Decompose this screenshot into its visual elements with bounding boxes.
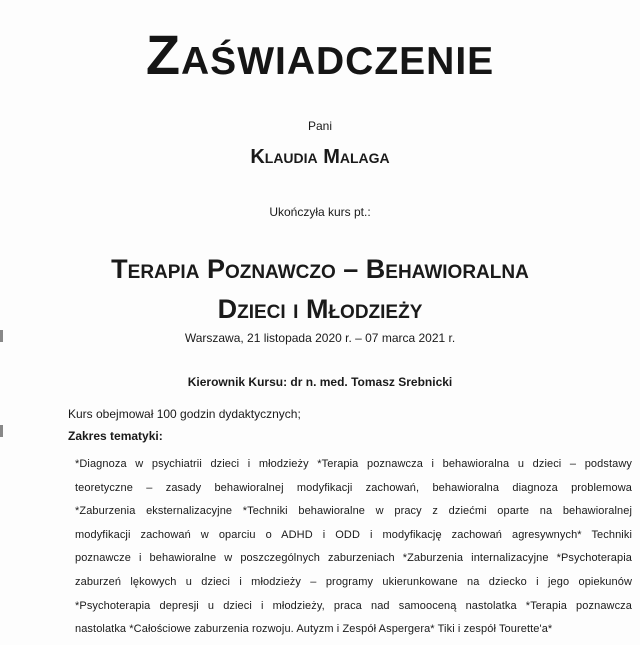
topics-line: *Psychoterapia depresji u dzieci i młodzieży, praca nad samooceną nastolatka *Terapia poznawcza xyxy=(75,599,632,612)
topics-line: *Diagnoza w psychiatrii dzieci i młodzieży *Terapia poznawcza i behawioralna u dzieci – podstawy xyxy=(75,458,632,470)
salutation: Pani xyxy=(307,119,333,133)
completed-label: Ukończyła kurs pt.: xyxy=(269,205,371,219)
course-title-line1: Terapia Poznawczo – Behawioralna xyxy=(111,254,529,284)
topics-line: poznawcze i behawioralne w poszczególnych zaburzeniach *Zaburzenia internalizacyjne *Psychoterapia xyxy=(75,552,632,565)
topics-line: zaburzeń lękowych u dzieci i młodzieży – programy ukierunkowane na dziecko i jego opiekunów xyxy=(75,575,632,588)
topics-line: *Zaburzenia eksternalizacyjne *Techniki behawioralne w pracy z dziećmi oparte na behawioralnej xyxy=(75,505,632,518)
course-dates: Warszawa, 21 listopada 2020 r. – 07 marca 2021 r. xyxy=(184,331,456,345)
topics-line: teoretyczne – zasady behawioralnej modyfikacji zachowań, behawioralna diagnoza problemowa xyxy=(75,481,632,494)
course-director: Kierownik Kursu: dr n. med. Tomasz Srebnicki xyxy=(187,375,453,389)
topics-line: modyfikacji zachowań w oparciu o ADHD i ODD i modyfikację zachowań agresywnych* Techniki xyxy=(75,528,632,541)
recipient-name: Klaudia Malaga xyxy=(250,146,390,168)
topics-paragraph xyxy=(75,456,632,645)
course-title-line2: Dzieci i Młodzieży xyxy=(217,294,423,324)
scope-label: Zakres tematyki: xyxy=(68,429,163,443)
course-hours: Kurs obejmował 100 godzin dydaktycznych; xyxy=(68,407,301,421)
document-title: Zaświadczenie xyxy=(145,23,495,86)
scan-edge-mark xyxy=(0,425,3,437)
topics-line: nastolatka *Całościowe zaburzenia rozwoju. Autyzm i Zespół Aspergera* Tiki i zespół Tourette'a* xyxy=(75,623,553,636)
